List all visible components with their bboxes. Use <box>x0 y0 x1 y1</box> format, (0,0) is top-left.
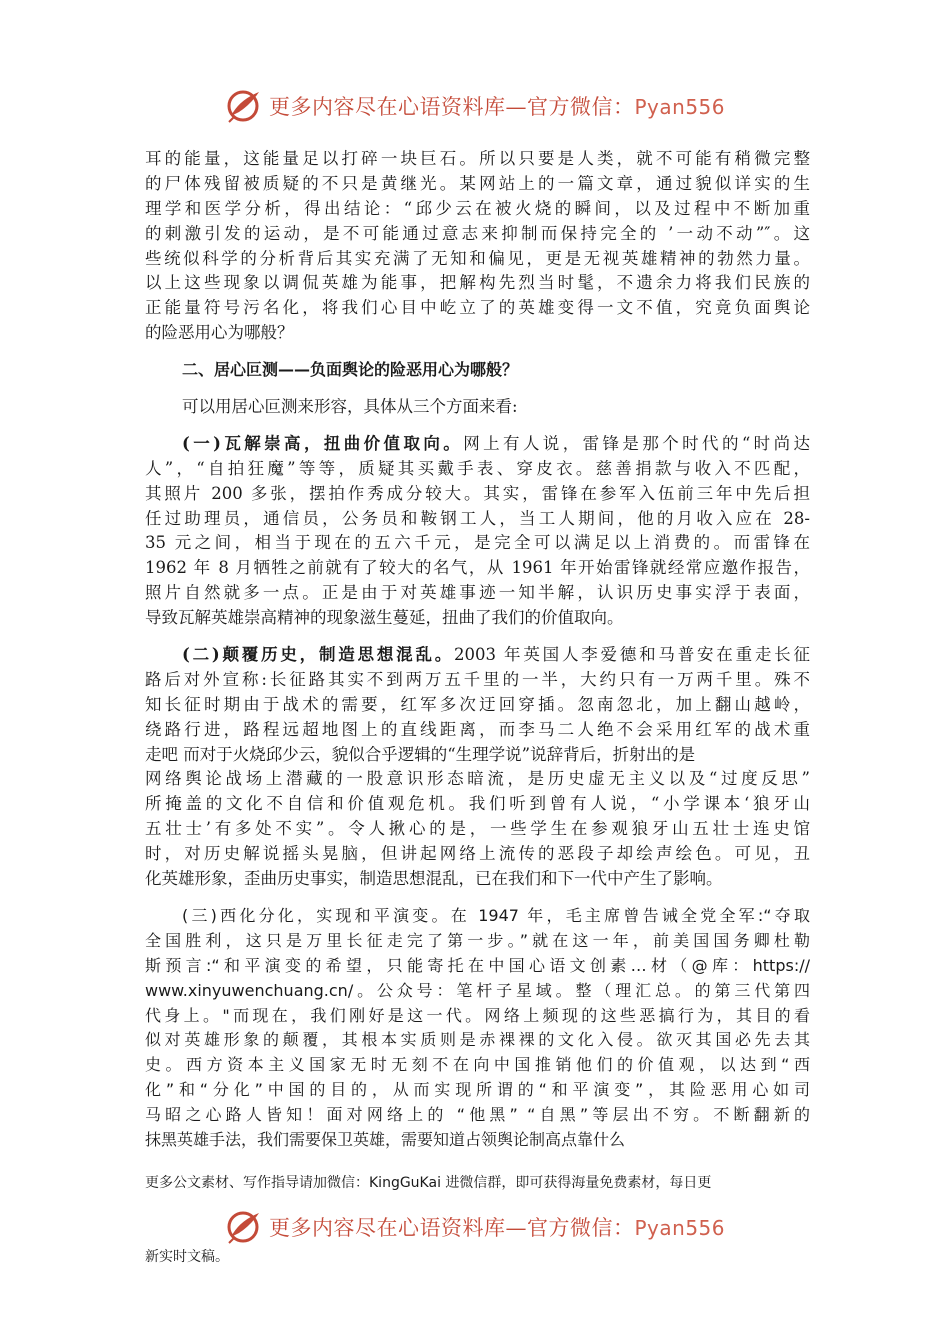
text-line: 五壮士’有多处不实”。令人揪心的是，一些学生在参观狼牙山五壮士连史馆 <box>145 819 810 839</box>
footer-promo-line: 更多公文素材、写作指导请加微信：KingGuKai 进微信群，即可获得海量免费素材，每日更 <box>145 1175 712 1191</box>
text-line: 代身上。"而现在，我们刚好是这一代。网络上频现的这些恶搞行为，其目的看 <box>145 1005 810 1025</box>
header-banner <box>0 86 950 126</box>
text-line: 所掩盖的文化不自信和价值观危机。我们听到曾有人说，“小学课本‘狼牙山 <box>145 794 810 814</box>
text-line: 绕路行进，路程远超地图上的直线距离，而李马二人绝不会采用红军的战术重 <box>145 719 810 739</box>
text-line: 走吧 而对于火烧邱少云，貌似合乎逻辑的“生理学说”说辞背后，折射出的是 <box>145 744 696 764</box>
quill-logo-icon <box>225 1207 265 1247</box>
text-line: 35 元之间，相当于现在的五六千元，是完全可以满足以上消费的。而雷锋在 <box>145 533 810 553</box>
banner-account: Pyan556 <box>634 95 725 119</box>
text-line: 其照片 200 多张，摆拍作秀成分较大。其实，雷锋在参军入伍前三年中先后担 <box>145 483 810 503</box>
banner-text: 更多内容尽在心语资料库—官方微信： <box>268 95 635 119</box>
text-line: 理学和医学分析，得出结论：“邱少云在被火烧的瞬间，以及过程中不断加重 <box>145 198 810 218</box>
subsection-title: (一)瓦解崇高，扭曲价值取向。 <box>182 433 464 453</box>
banner-account: Pyan556 <box>634 1216 725 1240</box>
text-line: 的险恶用心为哪般？ <box>145 323 294 343</box>
text-line: 些统似科学的分析背后其实充满了无知和偏见，更是无视英雄精神的勃然力量。 <box>145 248 810 268</box>
text-line: 知长征时期由于战术的需要，红军多次迂回穿插。忽南忽北，加上翻山越岭， <box>145 694 810 714</box>
banner-text: 更多内容尽在心语资料库—官方微信： <box>268 1216 635 1240</box>
text-line: 化”和“分化”中国的目的，从而实现所谓的“和平演变”，其险恶用心如司 <box>145 1080 810 1100</box>
text-line: 导致瓦解英雄崇高精神的现象滋生蔓延，扭曲了我们的价值取向。 <box>145 608 624 628</box>
text-line: 1962 年 8 月牺牲之前就有了较大的名气，从 1961 年开始雷锋就经常应邀作报告， <box>145 558 810 578</box>
text-line: 的刺激引发的运动，是不可能通过意志来抑制而保持完全的 ’一动不动”″。这 <box>145 223 810 243</box>
text-line: 时，对历史解说摇头晃脑，但讲起网络上流传的恶段子却绘声绘色。可见，丑 <box>145 844 810 864</box>
text-line: 全国胜利，这只是万里长征走完了第一步。”就在这一年，前美国国务卿杜勒 <box>145 930 810 950</box>
text-line: (二)颠覆历史，制造思想混乱。2003 年英国人李爱德和马普安在重走长征 <box>182 645 810 665</box>
text-line: (三)西化分化，实现和平演变。在 1947 年，毛主席曾告诫全党全军:“夺取 <box>182 905 810 925</box>
text-line: (一)瓦解崇高，扭曲价值取向。网上有人说，雷锋是那个时代的“时尚达 <box>182 433 810 453</box>
text-line: 照片自然就多一点。正是由于对英雄事迹一知半解，认识历史事实浮于表面， <box>145 583 810 603</box>
text-line: 的尸体残留被质疑的不只是黄继光。某网站上的一篇文章，通过貌似详实的生 <box>145 173 810 193</box>
text-line: 以上这些现象以调侃英雄为能事，把解构先烈当时髦，不遗余力将我们民族的 <box>145 273 810 293</box>
text-line: 耳的能量，这能量足以打碎一块巨石。所以只要是人类，就不可能有稍微完整 <box>145 149 810 168</box>
text-line: 人”，“自拍狂魔”等等，质疑其买戴手表、穿皮衣。慈善捐款与收入不匹配， <box>145 458 810 478</box>
subsection-title: (二)颠覆历史，制造思想混乱。 <box>182 645 455 665</box>
text-line: 马昭之心路人皆知！面对网络上的 “他黑” “自黑”等层出不穷。不断翻新的 <box>145 1105 810 1125</box>
footer-promo-line-continued: 新实时文稿。 <box>145 1249 229 1265</box>
text-line: 网络舆论战场上潜藏的一股意识形态暗流，是历史虚无主义以及“过度反思” <box>145 769 810 789</box>
footer-banner <box>0 1207 950 1247</box>
text-line: www.xinyuwenchuang.cn/。公众号：笔杆子星域。整（理汇总。的第三代第四 <box>145 980 810 1000</box>
text-line: 正能量符号污名化，将我们心目中屹立了的英雄变得一文不值，究竟负面舆论 <box>145 298 810 318</box>
text-line: 化英雄形象，歪曲历史事实，制造思想混乱，已在我们和下一代中产生了影响。 <box>145 869 723 889</box>
document-body <box>145 147 810 1153</box>
text-line: 抹黑英雄手法，我们需要保卫英雄，需要知道占领舆论制高点靠什么 <box>145 1129 626 1149</box>
text-line: 斯预言:“和平演变的希望，只能寄托在中国心语文创素…材（@库：https:// <box>145 955 810 975</box>
intro-line: 可以用居心叵测来形容，具体从三个方面来看: <box>182 397 518 417</box>
quill-logo-icon <box>225 86 265 126</box>
text-line: 似对英雄形象的颠覆，其根本实质则是赤裸裸的文化入侵。欲灭其国必先去其 <box>145 1030 810 1050</box>
section-heading: 二、居心叵测——负面舆论的险恶用心为哪般？ <box>182 360 519 380</box>
text-line: 史。西方资本主义国家无时无刻不在向中国推销他们的价值观，以达到“西 <box>145 1055 810 1075</box>
text-line: 路后对外宣称:长征路其实不到两万五千里的一半，大约只有一万两千里。殊不 <box>145 669 810 689</box>
text-line: 任过助理员，通信员，公务员和鞍钢工人，当工人期间，他的月收入应在 28- <box>145 508 810 528</box>
